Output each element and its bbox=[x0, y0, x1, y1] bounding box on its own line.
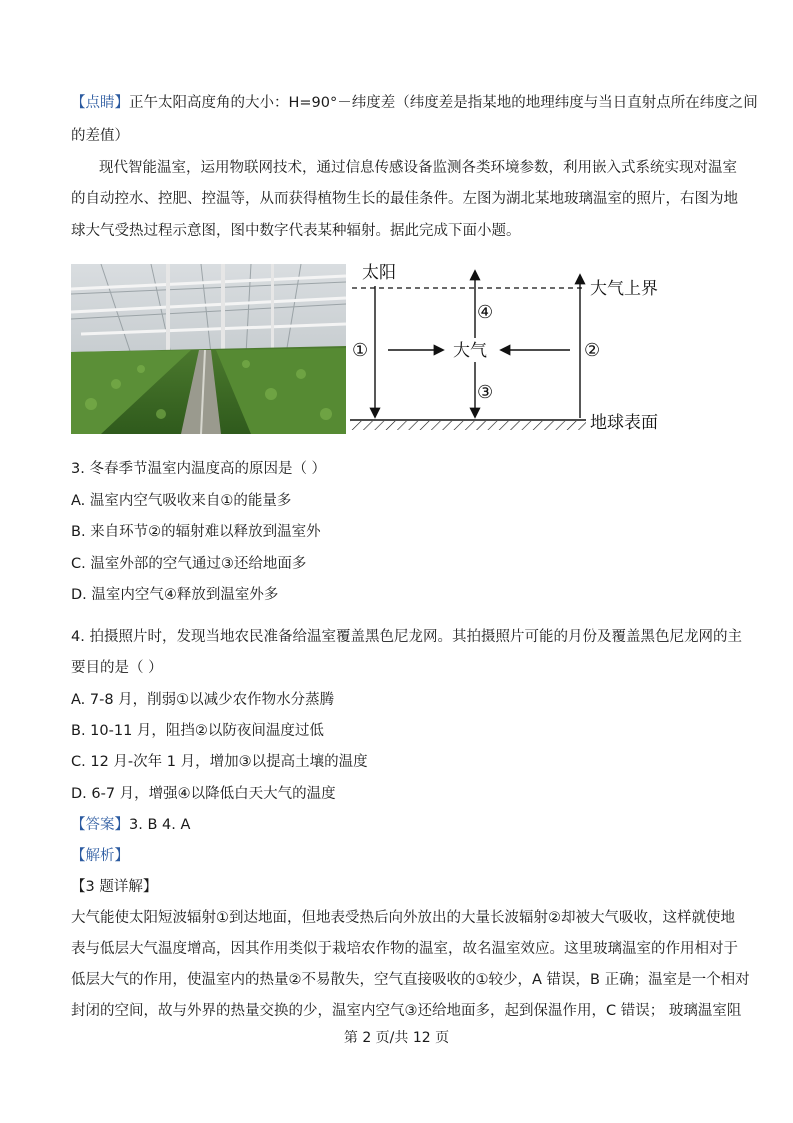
answer-line bbox=[71, 815, 723, 835]
detail-line-3: 低层大气的作用，使温室内的热量②不易散失，空气直接吸收的①较少，A 错误，B 正确；温室是一个相对 bbox=[71, 972, 750, 988]
greenhouse-photo bbox=[71, 264, 346, 434]
q4-option-b: B. 10-11 月，阻挡②以防夜间温度过低 bbox=[71, 723, 324, 739]
analysis-line bbox=[71, 846, 723, 866]
q4-option-d: D. 6-7 月，增强④以降低白天大气的温度 bbox=[71, 786, 336, 802]
detail-line-1: 大气能使太阳短波辐射①到达地面，但地表受热后向外放出的大量长波辐射②却被大气吸收，这样就使地 bbox=[71, 910, 735, 926]
q4-stem-2: 要目的是（ ） bbox=[71, 660, 163, 676]
tip-line-2: 的差值） bbox=[71, 128, 129, 144]
q4-option-a: A. 7-8 月，削弱①以减少农作物水分蒸腾 bbox=[71, 692, 335, 708]
intro-line-1: 现代智能温室，运用物联网技术，通过信息传感设备监测各类环境参数，利用嵌入式系统实现对温室 bbox=[99, 160, 737, 176]
atmosphere-heating-diagram bbox=[350, 262, 670, 436]
q3-option-b: B. 来自环节②的辐射难以释放到温室外 bbox=[71, 524, 321, 540]
q3-option-c: C. 温室外部的空气通过③还给地面多 bbox=[71, 556, 307, 572]
tip-label: 【点睛】 bbox=[71, 95, 129, 111]
q3-option-a: A. 温室内空气吸收来自①的能量多 bbox=[71, 493, 292, 509]
q3-option-d: D. 温室内空气④释放到温室外多 bbox=[71, 587, 279, 603]
page-footer: 第 2 页/共 12 页 bbox=[343, 1030, 450, 1046]
intro-line-2: 的自动控水、控肥、控温等，从而获得植物生长的最佳条件。左图为湖北某地玻璃温室的照片，右图为地 bbox=[71, 191, 738, 207]
detail-heading: 【3 题详解】 bbox=[71, 879, 158, 895]
label-n4: ④ bbox=[477, 302, 494, 322]
answer-text: 3. B 4. A bbox=[129, 817, 191, 833]
q4-stem-1: 4. 拍摄照片时，发现当地农民准备给温室覆盖黑色尼龙网。其拍摄照片可能的月份及覆盖黑色尼龙网的主 bbox=[71, 629, 742, 645]
analysis-label: 【解析】 bbox=[71, 848, 129, 864]
label-atmosphere: 大气 bbox=[453, 341, 487, 360]
q4-option-c: C. 12 月-次年 1 月，增加③以提高土壤的温度 bbox=[71, 754, 368, 770]
label-upper-boundary: 大气上界 bbox=[590, 279, 658, 298]
label-n1: ① bbox=[352, 340, 369, 360]
detail-line-4: 封闭的空间，故与外界的热量交换的少，温室内空气③还给地面多，起到保温作用，C 错误； 玻璃温室阻 bbox=[71, 1003, 742, 1019]
tip-line-1 bbox=[71, 93, 758, 113]
detail-line-2: 表与低层大气温度增高，因其作用类似于栽培农作物的温室，故名温室效应。这里玻璃温室的作用相对于 bbox=[71, 941, 738, 957]
label-n3: ③ bbox=[477, 382, 494, 402]
label-n2: ② bbox=[584, 340, 601, 360]
label-surface: 地球表面 bbox=[590, 413, 658, 432]
tip-text: 正午太阳高度角的大小：H=90°－纬度差（纬度差是指某地的地理纬度与当日直射点所在纬度之间 bbox=[129, 95, 758, 111]
label-sun: 太阳 bbox=[362, 263, 396, 282]
answer-label: 【答案】 bbox=[71, 817, 129, 833]
surface-hatch bbox=[350, 421, 586, 430]
q3-stem: 3. 冬春季节温室内温度高的原因是（ ） bbox=[71, 461, 327, 477]
intro-line-3: 球大气受热过程示意图，图中数字代表某种辐射。据此完成下面小题。 bbox=[71, 223, 521, 239]
